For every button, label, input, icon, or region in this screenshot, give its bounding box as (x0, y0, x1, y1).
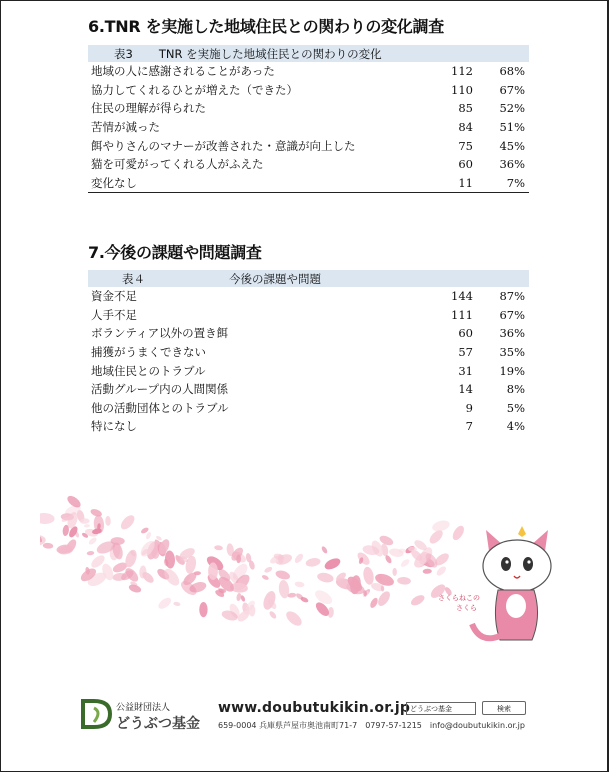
table-4-body (88, 287, 529, 436)
row-label: 人手不足 (91, 307, 137, 322)
table-row (88, 62, 529, 81)
table-row (88, 155, 529, 174)
petal (369, 597, 380, 610)
row-percent: 87% (499, 289, 525, 304)
petal (88, 536, 98, 546)
petal (376, 589, 393, 608)
petal (263, 566, 273, 574)
table-3-title: TNR を実施した地域住民との関わりの変化 (158, 46, 382, 61)
petal (284, 609, 305, 629)
table-row (88, 99, 529, 118)
table-4 (88, 270, 529, 436)
row-percent: 7% (506, 175, 525, 190)
cat-illustration (472, 526, 551, 640)
petal (214, 545, 223, 551)
table-row (88, 81, 529, 100)
contact-address: 659-0004 兵庫県芦屋市奥池南町71-7 0797-57-1215 info@doubutukikin.or.jp (218, 721, 525, 730)
petal (362, 566, 375, 586)
foundation-logo-icon (80, 698, 114, 730)
row-count: 60 (458, 157, 473, 172)
table-4-header (88, 270, 529, 287)
org-type: 公益財団法人 (116, 703, 171, 713)
petal (400, 558, 411, 569)
row-label: 地域の人に感謝されることがあった (91, 64, 275, 79)
table-row (88, 306, 529, 325)
table-row (88, 118, 529, 137)
row-count: 60 (458, 326, 473, 341)
petal (392, 568, 397, 576)
table-3 (88, 45, 529, 193)
row-count: 111 (451, 307, 473, 322)
row-count: 84 (458, 120, 473, 135)
petal (268, 610, 277, 620)
row-count: 57 (458, 345, 473, 360)
petal (40, 513, 55, 525)
petal (313, 588, 335, 607)
petal (316, 571, 334, 583)
row-count: 31 (458, 363, 473, 378)
row-percent: 35% (499, 345, 525, 360)
petal (423, 569, 432, 574)
petal (199, 602, 207, 617)
row-percent: 68% (499, 64, 525, 79)
row-label: 餌やりさんのマナーが改善された・意識が向上した (91, 138, 356, 153)
row-label: 変化なし (91, 175, 137, 190)
row-label: 地域住民とのトラブル (91, 363, 206, 378)
row-percent: 36% (499, 326, 525, 341)
row-label: 捕獲がうまくできない (91, 345, 206, 360)
row-percent: 45% (499, 138, 525, 153)
table-3-label: 表3 (114, 46, 133, 61)
row-percent: 5% (506, 400, 525, 415)
row-count: 85 (458, 101, 473, 116)
petal (305, 557, 321, 568)
row-label: 協力してくれるひとが増えた（できた） (91, 82, 298, 97)
row-count: 11 (458, 175, 473, 190)
table-row (88, 174, 529, 193)
petal (87, 551, 95, 556)
search-input[interactable]: どうぶつ基金 (406, 702, 476, 715)
table-row (88, 417, 529, 436)
table-3-body (88, 62, 529, 192)
cat-caption-1: さくらねこの (438, 594, 480, 602)
cat-caption-2: さくら (456, 604, 477, 612)
table-4-title: 今後の課題や問題 (229, 271, 321, 286)
petal (164, 550, 175, 569)
row-label: ボランティア以外の置き餌 (91, 326, 229, 341)
table-3-bottom-rule (88, 192, 529, 193)
table-row (88, 324, 529, 343)
row-percent: 19% (499, 363, 525, 378)
row-count: 110 (451, 82, 473, 97)
row-count: 144 (451, 289, 473, 304)
petal (173, 601, 181, 606)
petal (450, 524, 466, 542)
row-count: 112 (451, 64, 473, 79)
search-button[interactable]: 検索 (482, 701, 526, 715)
row-count: 14 (458, 382, 473, 397)
petal (145, 531, 152, 540)
row-percent: 51% (499, 120, 525, 135)
petal (105, 516, 111, 526)
row-count: 9 (465, 400, 473, 415)
row-percent: 67% (499, 82, 525, 97)
table-3-header (88, 45, 529, 62)
petal (208, 562, 218, 580)
row-label: 猫を可愛がってくれる人がふえた (91, 157, 264, 172)
row-label: 他の活動団体とのトラブル (91, 400, 229, 415)
row-label: 苦情が減った (91, 120, 160, 135)
row-label: 資金不足 (91, 289, 137, 304)
website-url[interactable]: www.doubutukikin.or.jp (218, 700, 411, 716)
table-4-label: 表４ (122, 271, 145, 286)
petal (84, 524, 90, 528)
petal (323, 556, 342, 572)
row-percent: 67% (499, 307, 525, 322)
cherry-petals-illustration (40, 490, 560, 680)
row-label: 住民の理解が得られた (91, 101, 206, 116)
petal (43, 542, 54, 549)
petal (293, 552, 304, 564)
table-row (88, 380, 529, 399)
petal (294, 581, 305, 588)
petal (409, 593, 426, 608)
petal (118, 513, 137, 532)
section-7-heading: 7.今後の課題や問題調査 (88, 243, 262, 262)
table-row (88, 343, 529, 362)
petal (397, 576, 411, 585)
row-percent: 36% (499, 157, 525, 172)
row-count: 75 (458, 138, 473, 153)
row-percent: 4% (506, 419, 525, 434)
section-6-heading: 6.TNR を実施した地域住民との関わりの変化調査 (88, 17, 444, 36)
petals-group (40, 494, 466, 629)
petal (261, 574, 269, 581)
petal (435, 565, 448, 578)
table-row (88, 399, 529, 418)
petal (156, 596, 173, 611)
row-label: 特になし (91, 419, 137, 434)
petal (321, 545, 329, 554)
page-edge (607, 0, 609, 772)
row-percent: 8% (506, 382, 525, 397)
org-name: どうぶつ基金 (116, 716, 200, 732)
petal (274, 569, 291, 581)
row-percent: 52% (499, 101, 525, 116)
row-label: 活動グループ内の人間関係 (91, 382, 229, 397)
footer (80, 698, 540, 738)
table-row (88, 361, 529, 380)
table-row (88, 136, 529, 155)
row-count: 7 (465, 419, 473, 434)
table-row (88, 287, 529, 306)
